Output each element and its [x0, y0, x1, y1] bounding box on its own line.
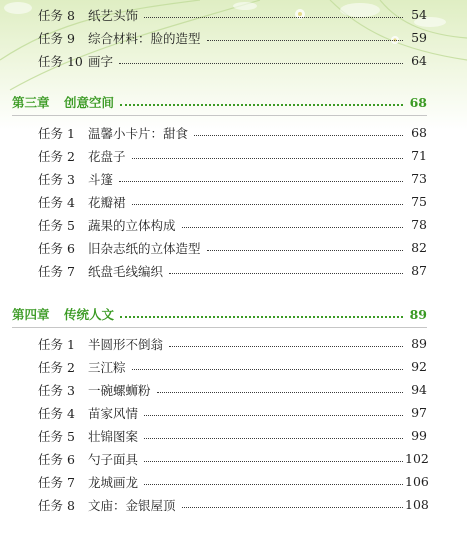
toc-entry[interactable] — [0, 447, 467, 470]
chapter-3-section — [0, 90, 467, 114]
dot-leader — [144, 415, 403, 416]
toc-entry[interactable] — [0, 378, 467, 401]
task-title: 三江粽 — [88, 359, 126, 375]
task-title: 壮锦图案 — [88, 428, 139, 444]
page-number: 68 — [409, 94, 427, 110]
task-title: 纸艺头饰 — [88, 7, 139, 23]
task-title: 温馨小卡片：甜食 — [88, 125, 189, 141]
task-title: 画字 — [88, 53, 114, 69]
dot-leader — [207, 250, 403, 251]
toc-entry[interactable] — [0, 332, 467, 355]
task-title: 斗篷 — [88, 171, 114, 187]
page-number: 54 — [411, 7, 427, 22]
toc-entry[interactable] — [0, 190, 467, 213]
toc-entry[interactable] — [0, 493, 467, 516]
dot-leader — [207, 40, 403, 41]
task-number: 任务 2 — [38, 148, 75, 164]
dot-leader — [144, 461, 403, 462]
page-number: 97 — [411, 405, 427, 420]
dot-leader — [120, 104, 403, 106]
dot-leader — [157, 392, 403, 393]
page-number: 89 — [411, 336, 427, 351]
task-number: 任务 1 — [38, 336, 75, 352]
page-number: 78 — [411, 217, 427, 232]
task-number: 任务 7 — [38, 263, 75, 279]
toc-entry[interactable] — [0, 121, 467, 144]
page-number: 108 — [405, 497, 429, 512]
page-number: 71 — [411, 148, 427, 163]
dot-leader — [144, 438, 403, 439]
task-number: 任务 3 — [38, 382, 75, 398]
page-number: 59 — [411, 30, 427, 45]
toc-entry[interactable] — [0, 236, 467, 259]
task-number: 任务 8 — [38, 7, 75, 23]
task-number: 任务 3 — [38, 171, 75, 187]
task-title: 蔬果的立体构成 — [88, 217, 176, 233]
chapter-4-section — [0, 302, 467, 326]
dot-leader — [144, 17, 403, 18]
toc-entry[interactable] — [0, 470, 467, 493]
task-title: 旧杂志纸的立体造型 — [88, 240, 201, 256]
task-title: 勺子面具 — [88, 451, 139, 467]
chapter-4-task-list — [0, 332, 467, 516]
dot-leader — [119, 63, 403, 64]
page-number: 82 — [411, 240, 427, 255]
chapter-number: 第四章 — [12, 307, 50, 322]
dot-leader — [119, 181, 403, 182]
toc-entry[interactable] — [0, 355, 467, 378]
top-task-list — [0, 3, 467, 72]
task-title: 半圆形不倒翁 — [88, 336, 164, 352]
page-number: 99 — [411, 428, 427, 443]
page-number: 92 — [411, 359, 427, 374]
task-number: 任务 6 — [38, 240, 75, 256]
task-number: 任务 10 — [38, 53, 83, 69]
chapter-title: 传统人文 — [64, 307, 115, 322]
toc-entry[interactable] — [0, 213, 467, 236]
task-title: 苗家风情 — [88, 405, 139, 421]
chapter-divider — [12, 115, 427, 116]
toc-entry[interactable] — [0, 167, 467, 190]
page-number: 68 — [411, 125, 427, 140]
page-number: 73 — [411, 171, 427, 186]
task-number: 任务 5 — [38, 217, 75, 233]
toc-entry[interactable] — [0, 49, 467, 72]
dot-leader — [132, 204, 403, 205]
dot-leader — [182, 507, 403, 508]
chapter-number: 第三章 — [12, 95, 50, 110]
dot-leader — [169, 273, 403, 274]
dot-leader — [132, 369, 403, 370]
chapter-title: 创意空间 — [64, 95, 115, 110]
chapter-heading[interactable] — [0, 90, 467, 114]
task-number: 任务 8 — [38, 497, 75, 513]
page-number: 64 — [411, 53, 427, 68]
dot-leader — [194, 135, 403, 136]
chapter-divider — [12, 327, 427, 328]
task-title: 纸盘毛线编织 — [88, 263, 164, 279]
chapter-heading[interactable] — [0, 302, 467, 326]
toc-entry[interactable] — [0, 26, 467, 49]
toc-entry[interactable] — [0, 3, 467, 26]
task-number: 任务 5 — [38, 428, 75, 444]
page-number: 102 — [405, 451, 429, 466]
dot-leader — [144, 484, 403, 485]
task-number: 任务 4 — [38, 405, 75, 421]
page-number: 106 — [405, 474, 429, 489]
task-number: 任务 6 — [38, 451, 75, 467]
task-title: 文庙：金银屋顶 — [88, 497, 176, 513]
task-title: 综合材料：脸的造型 — [88, 30, 201, 46]
page-number: 89 — [409, 306, 427, 322]
task-number: 任务 7 — [38, 474, 75, 490]
task-title: 龙城画龙 — [88, 474, 139, 490]
toc-entry[interactable] — [0, 144, 467, 167]
toc-entry[interactable] — [0, 401, 467, 424]
page-number: 94 — [411, 382, 427, 397]
dot-leader — [169, 346, 403, 347]
toc-entry[interactable] — [0, 424, 467, 447]
dot-leader — [182, 227, 403, 228]
task-title: 花盘子 — [88, 148, 126, 164]
task-title: 花瓣裙 — [88, 194, 126, 210]
dot-leader — [120, 316, 403, 318]
toc-entry[interactable] — [0, 259, 467, 282]
chapter-3-task-list — [0, 121, 467, 282]
task-number: 任务 1 — [38, 125, 75, 141]
page-number: 87 — [411, 263, 427, 278]
task-number: 任务 4 — [38, 194, 75, 210]
dot-leader — [132, 158, 403, 159]
task-title: 一碗螺蛳粉 — [88, 382, 151, 398]
task-number: 任务 9 — [38, 30, 75, 46]
page-number: 75 — [411, 194, 427, 209]
task-number: 任务 2 — [38, 359, 75, 375]
